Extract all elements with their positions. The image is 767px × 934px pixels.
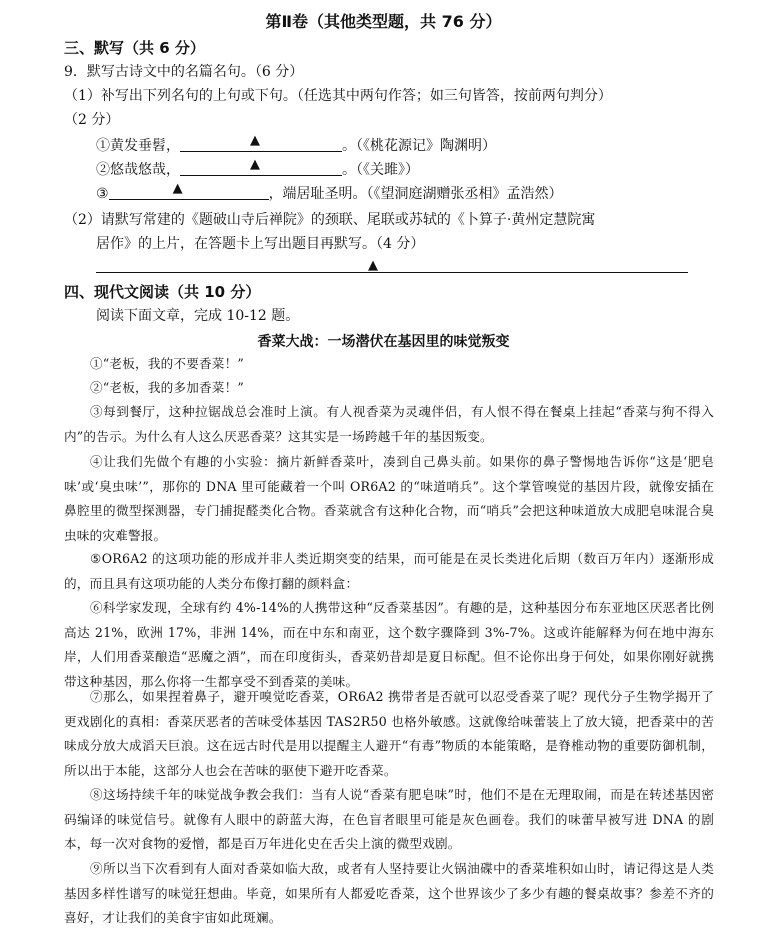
fill-item-1-suffix: 。（《桃花源记》陶渊明） — [342, 138, 496, 154]
article-paragraph: ⑥科学家发现，全球有约 4%-14%的人携带这种“反香菜基因”。有趣的是，这种基因分布东亚地区厌恶者比例高达 21%，欧洲 17%，非洲 14%，而在中东和南亚，这个数字骤降到 3%-7%。这或许能解释为何在地中海东岸，人们用香菜酿造“恶魔之酒”，而在印度街头，香菜奶昔却是夏日标配。但不论你出身于何处，如果你刚好就携带这种基因，那么你将一生都享受不到香菜的美味。 — [64, 600, 714, 689]
answer-marker-triangle: ▲ — [250, 133, 260, 148]
fill-item-3-suffix: ，端居耻圣明。（《望洞庭湖赠张丞相》孟浩然） — [268, 186, 563, 202]
answer-marker-triangle: ▲ — [172, 181, 183, 196]
article-paragraph: ⑨所以当下次看到有人面对香菜如临大敌，或者有人坚持要让火锅油碟中的香菜堆积如山时，请记得这是人类基因多样性谱写的味觉狂想曲。毕竟，如果所有人都爱吃香菜，这个世界该少了多少有趣的餐桌故事？参差不齐的喜好，才让我们的美食宇宙如此斑斓。 — [64, 861, 714, 926]
fill-blank-2 — [180, 157, 342, 176]
article-title: 香菜大战：一场潜伏在基因里的味觉叛变 — [257, 334, 510, 350]
article-paragraph: ③每到餐厅，这种拉锯战总会准时上演。有人视香菜为灵魂伴侣，有人恨不得在餐桌上挂起“香菜与狗不得入内”的告示。为什么有人这么厌恶香菜？这其实是一场跨越千年的基因叛变。 — [64, 404, 714, 444]
answer-marker-triangle: ▲ — [250, 157, 260, 172]
fill-blank-3 — [109, 181, 269, 200]
question-9-part-1-line-1: （1）补写出下列名句的上句或下句。（任选其中两句作答；如三句皆答，按前两句判分） — [64, 88, 612, 104]
fill-item-3-prefix: ③ — [96, 186, 109, 202]
question-9-part-2-line-2: 居作》的上片，在答题卡上写出题目再默写。（4 分） — [96, 236, 425, 252]
question-9-part-1-line-2: （2 分） — [64, 112, 120, 128]
answer-marker-triangle: ▲ — [368, 258, 378, 273]
question-9-part-2-line-1: （2）请默写常建的《题破山寺后禅院》的颈联、尾联或苏轼的《卜算子·黄州定慧院寓 — [64, 212, 596, 228]
fill-item-2-prefix: ②悠哉悠哉， — [96, 162, 180, 178]
section-three-heading: 三、默写（共 6 分） — [64, 39, 205, 57]
section-four-heading: 四、现代文阅读（共 10 分） — [64, 283, 261, 301]
article-paragraph: ②“老板，我的多加香菜！” — [90, 380, 245, 395]
answer-line — [96, 272, 688, 273]
fill-item-1-prefix: ①黄发垂髫， — [96, 138, 180, 154]
article-paragraph: ④让我们先做个有趣的小实验：摘片新鲜香菜叶，凑到自己鼻头前。如果你的鼻子警惕地告诉你“这是‘肥皂味’或‘臭虫味’”，那你的 DNA 里可能藏着一个叫 OR6A2 的“味道哨兵”。这个掌管嗅觉的基因片段，就像安插在鼻腔里的微型探测器，专门捕捉醛类化合物。香菜就含有这种化合物，而“哨兵”会把这种味道放大成肥皂味混合臭虫味的灾难警报。 — [64, 454, 714, 543]
fill-item-2-suffix: 。（《关雎》） — [342, 162, 419, 178]
fill-item-2 — [96, 157, 419, 180]
article-paragraph: ①“老板，我的不要香菜！” — [90, 356, 245, 371]
fill-blank-1 — [180, 133, 342, 152]
paper-section-title: 第Ⅱ卷（其他类型题，共 76 分） — [265, 12, 502, 31]
reading-instruction: 阅读下面文章，完成 10-12 题。 — [96, 308, 300, 324]
question-9-stem: 9．默写古诗文中的名篇名句。（6 分） — [64, 64, 304, 80]
fill-item-1 — [96, 133, 496, 156]
article-paragraph: ⑤OR6A2 的这项功能的形成并非人类近期突变的结果，而可能是在灵长类进化后期（数百万年内）逐渐形成的，而且具有这项功能的人类分布像打翻的颜料盒： — [64, 551, 714, 591]
article-paragraph: ⑧这场持续千年的味觉战争教会我们：当有人说“香菜有肥皂味”时，他们不是在无理取闹，而是在转述基因密码编译的味觉信号。就像有人眼中的蔚蓝大海，在色盲者眼里可能是灰色画卷。我们的味蕾早被写进 DNA 的剧本，每一次对食物的爱憎，都是百万年进化史在舌尖上演的微型戏剧。 — [64, 787, 714, 852]
article-paragraph: ⑦那么，如果捏着鼻子，避开嗅觉吃香菜，OR6A2 携带者是否就可以忍受香菜了呢？现代分子生物学揭开了更戏剧化的真相：香菜厌恶者的苦味受体基因 TAS2R50 也格外敏感。这就像给味蕾装上了放大镜，把香菜中的苦味成分放大成滔天巨浪。这在远古时代是用以提醒主人避开“有毒”物质的本能策略，是脊椎动物的重要防御机制，所以出于本能，这部分人也会在苦味的驱使下避开吃香菜。 — [64, 689, 714, 778]
fill-item-3 — [96, 181, 563, 204]
